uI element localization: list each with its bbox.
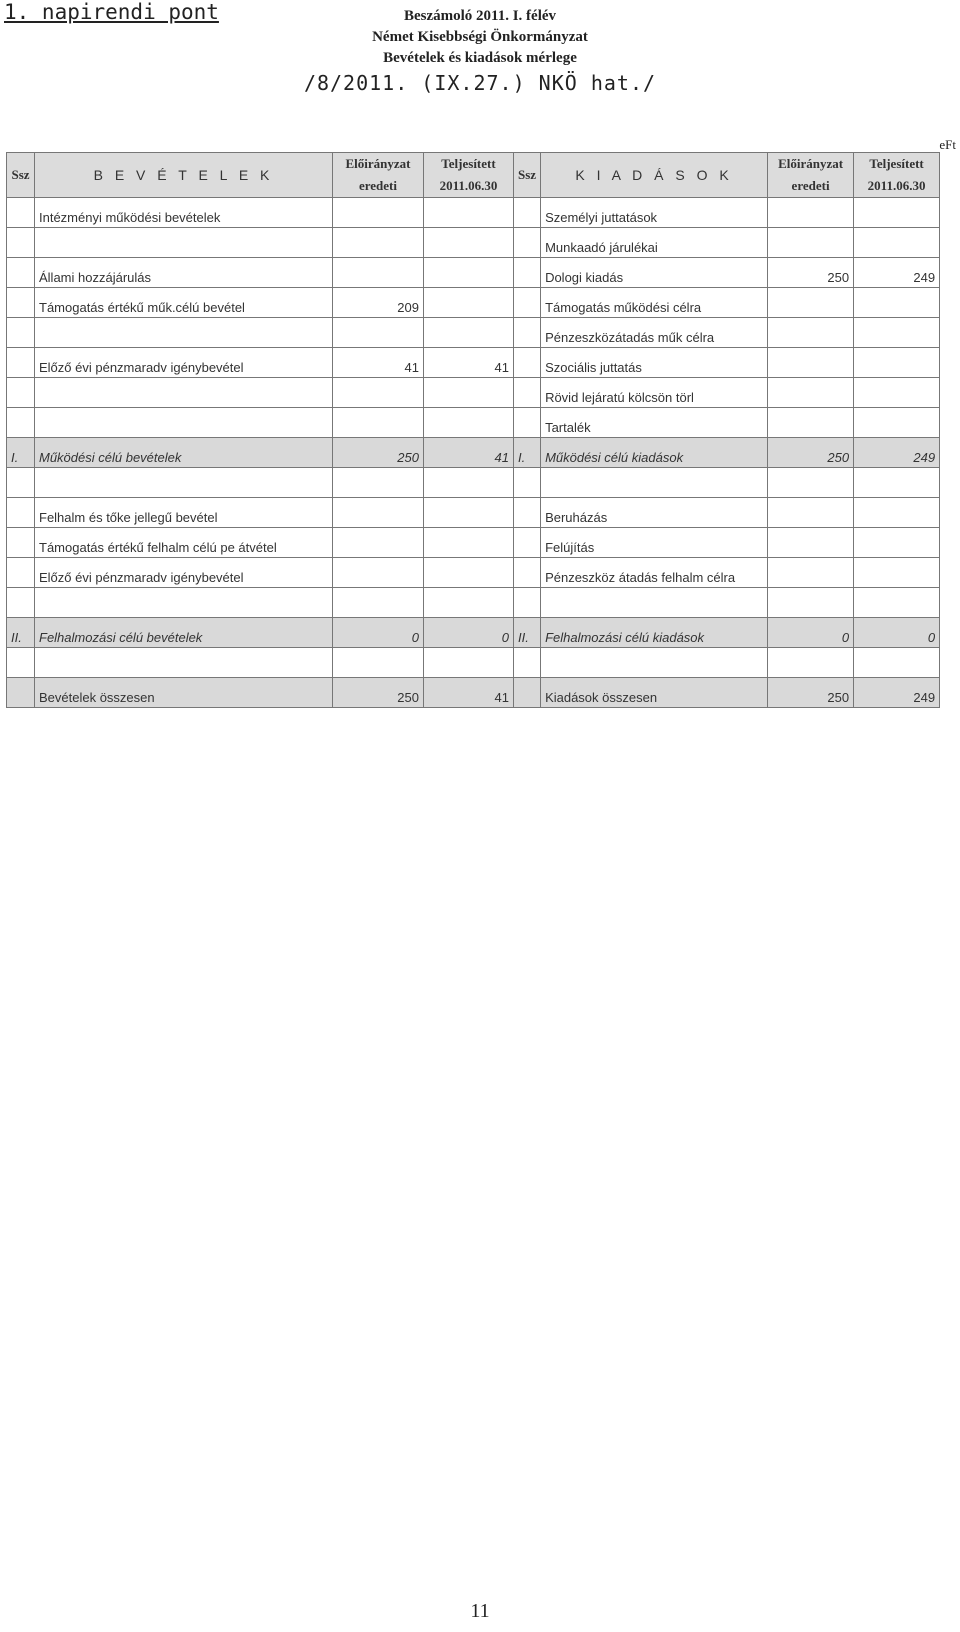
left-item-name: Felhalm és tőke jellegű bevétel — [35, 498, 333, 528]
expense-header: K I A D Á S O K — [541, 153, 768, 198]
left-plan-value — [333, 408, 424, 438]
right-ssz-cell — [514, 408, 541, 438]
right-item-name: Munkaadó járulékai — [541, 228, 768, 258]
right-plan-value: 250 — [768, 258, 854, 288]
right-ssz-cell: I. — [514, 438, 541, 468]
left-ssz-cell — [7, 198, 35, 228]
right-plan-value — [768, 528, 854, 558]
left-plan-value — [333, 648, 424, 678]
table-row — [7, 678, 940, 708]
right-actual-value — [854, 498, 940, 528]
left-actual-value — [424, 648, 514, 678]
right-ssz-cell — [514, 228, 541, 258]
left-item-name: Támogatás értékű műk.célú bevétel — [35, 288, 333, 318]
right-item-name: Szociális juttatás — [541, 348, 768, 378]
table-row — [7, 588, 940, 618]
actual-label: Teljesített — [441, 156, 496, 171]
right-plan-value: 250 — [768, 678, 854, 708]
left-actual-value — [424, 498, 514, 528]
table-row — [7, 558, 940, 588]
left-ssz-cell: II. — [7, 618, 35, 648]
plan-label: Előirányzat — [345, 156, 411, 171]
expense-plan-header — [768, 153, 854, 198]
left-actual-value — [424, 468, 514, 498]
right-plan-value — [768, 498, 854, 528]
left-ssz-cell — [7, 378, 35, 408]
left-ssz-cell: I. — [7, 438, 35, 468]
table-header-row — [7, 153, 940, 198]
revenue-plan-header — [333, 153, 424, 198]
actual-label: Teljesített — [869, 156, 924, 171]
left-actual-value — [424, 528, 514, 558]
left-item-name: Előző évi pénzmaradv igénybevétel — [35, 348, 333, 378]
right-plan-value — [768, 318, 854, 348]
left-actual-value — [424, 288, 514, 318]
left-plan-value — [333, 558, 424, 588]
organization-name: Német Kisebbségi Önkormányzat — [372, 29, 588, 45]
left-ssz-cell — [7, 588, 35, 618]
left-ssz-cell — [7, 408, 35, 438]
left-item-name — [35, 318, 333, 348]
left-actual-value — [424, 558, 514, 588]
right-item-name — [541, 468, 768, 498]
agenda-label: 1. napirendi pont — [4, 0, 219, 24]
left-plan-value — [333, 588, 424, 618]
left-plan-value — [333, 528, 424, 558]
right-actual-value — [854, 198, 940, 228]
right-ssz-cell — [514, 678, 541, 708]
right-plan-value — [768, 588, 854, 618]
left-plan-value: 0 — [333, 618, 424, 648]
table-row — [7, 528, 940, 558]
right-actual-value — [854, 348, 940, 378]
right-ssz-cell — [514, 318, 541, 348]
left-actual-value: 41 — [424, 348, 514, 378]
document-header — [300, 6, 660, 97]
right-ssz-cell — [514, 528, 541, 558]
right-item-name: Beruházás — [541, 498, 768, 528]
left-item-name — [35, 588, 333, 618]
table-row — [7, 198, 940, 228]
resolution-number: /8/2011. (IX.27.) NKÖ hat./ — [303, 71, 657, 95]
right-actual-value — [854, 228, 940, 258]
left-actual-value — [424, 198, 514, 228]
left-item-name — [35, 228, 333, 258]
left-item-name — [35, 378, 333, 408]
ssz-header: Ssz — [514, 153, 541, 198]
left-actual-value: 41 — [424, 438, 514, 468]
right-item-name — [541, 588, 768, 618]
right-ssz-cell — [514, 648, 541, 678]
left-actual-value — [424, 588, 514, 618]
left-plan-value: 41 — [333, 348, 424, 378]
left-ssz-cell — [7, 228, 35, 258]
left-ssz-cell — [7, 528, 35, 558]
left-item-name: Működési célú bevételek — [35, 438, 333, 468]
expense-actual-header — [854, 153, 940, 198]
revenue-actual-header — [424, 153, 514, 198]
plan-sub-label: eredeti — [358, 178, 398, 193]
left-item-name — [35, 468, 333, 498]
left-item-name: Bevételek összesen — [35, 678, 333, 708]
plan-sub-label: eredeti — [791, 178, 830, 193]
right-actual-value: 249 — [854, 438, 940, 468]
left-actual-value — [424, 378, 514, 408]
left-plan-value — [333, 318, 424, 348]
right-plan-value — [768, 378, 854, 408]
left-plan-value — [333, 198, 424, 228]
actual-sub-label: 2011.06.30 — [439, 178, 498, 193]
table-row — [7, 378, 940, 408]
right-plan-value — [768, 348, 854, 378]
left-plan-value — [333, 378, 424, 408]
right-item-name: Rövid lejáratú kölcsön törl — [541, 378, 768, 408]
left-ssz-cell — [7, 678, 35, 708]
left-ssz-cell — [7, 648, 35, 678]
left-actual-value: 0 — [424, 618, 514, 648]
plan-label: Előirányzat — [778, 156, 844, 171]
right-ssz-cell: II. — [514, 618, 541, 648]
left-plan-value — [333, 468, 424, 498]
left-ssz-cell — [7, 498, 35, 528]
left-item-name: Támogatás értékű felhalm célú pe átvétel — [35, 528, 333, 558]
left-actual-value — [424, 318, 514, 348]
right-actual-value — [854, 528, 940, 558]
right-plan-value — [768, 648, 854, 678]
right-actual-value: 249 — [854, 678, 940, 708]
right-plan-value — [768, 558, 854, 588]
right-actual-value — [854, 558, 940, 588]
right-actual-value — [854, 378, 940, 408]
left-actual-value — [424, 258, 514, 288]
table-row — [7, 288, 940, 318]
right-ssz-cell — [514, 468, 541, 498]
left-item-name — [35, 648, 333, 678]
left-plan-value: 250 — [333, 438, 424, 468]
right-plan-value: 0 — [768, 618, 854, 648]
right-ssz-cell — [514, 348, 541, 378]
table-row — [7, 318, 940, 348]
left-plan-value — [333, 498, 424, 528]
right-actual-value — [854, 588, 940, 618]
left-actual-value: 41 — [424, 678, 514, 708]
right-plan-value — [768, 228, 854, 258]
right-item-name: Személyi juttatások — [541, 198, 768, 228]
right-actual-value — [854, 468, 940, 498]
right-plan-value — [768, 468, 854, 498]
right-ssz-cell — [514, 588, 541, 618]
right-item-name: Dologi kiadás — [541, 258, 768, 288]
right-actual-value: 249 — [854, 258, 940, 288]
right-item-name: Felújítás — [541, 528, 768, 558]
right-item-name: Pénzeszköz átadás felhalm célra — [541, 558, 768, 588]
actual-sub-label: 2011.06.30 — [867, 178, 926, 193]
left-ssz-cell — [7, 468, 35, 498]
table-row — [7, 648, 940, 678]
right-plan-value — [768, 288, 854, 318]
right-plan-value — [768, 198, 854, 228]
left-item-name: Állami hozzájárulás — [35, 258, 333, 288]
left-item-name — [35, 408, 333, 438]
report-title: Beszámoló 2011. I. félév — [403, 8, 557, 24]
left-item-name: Intézményi működési bevételek — [35, 198, 333, 228]
ssz-header: Ssz — [7, 153, 35, 198]
left-ssz-cell — [7, 348, 35, 378]
right-item-name: Kiadások összesen — [541, 678, 768, 708]
right-ssz-cell — [514, 198, 541, 228]
table-row — [7, 618, 940, 648]
left-ssz-cell — [7, 318, 35, 348]
left-plan-value: 209 — [333, 288, 424, 318]
right-ssz-cell — [514, 258, 541, 288]
balance-title: Bevételek és kiadások mérlege — [383, 50, 577, 66]
table-row — [7, 438, 940, 468]
table-row — [7, 408, 940, 438]
right-ssz-cell — [514, 558, 541, 588]
table-row — [7, 228, 940, 258]
right-item-name: Tartalék — [541, 408, 768, 438]
table-row — [7, 348, 940, 378]
left-actual-value — [424, 408, 514, 438]
left-ssz-cell — [7, 288, 35, 318]
left-plan-value: 250 — [333, 678, 424, 708]
left-item-name: Felhalmozási célú bevételek — [35, 618, 333, 648]
right-ssz-cell — [514, 378, 541, 408]
right-plan-value: 250 — [768, 438, 854, 468]
right-ssz-cell — [514, 288, 541, 318]
right-item-name — [541, 648, 768, 678]
table-row — [7, 468, 940, 498]
page-number: 11 — [470, 1600, 490, 1622]
left-plan-value — [333, 258, 424, 288]
unit-label: eFt — [939, 137, 956, 152]
left-actual-value — [424, 228, 514, 258]
balance-table — [6, 152, 940, 708]
right-item-name: Támogatás működési célra — [541, 288, 768, 318]
left-item-name: Előző évi pénzmaradv igénybevétel — [35, 558, 333, 588]
table-row — [7, 258, 940, 288]
right-actual-value — [854, 288, 940, 318]
table-row — [7, 498, 940, 528]
right-actual-value: 0 — [854, 618, 940, 648]
left-ssz-cell — [7, 258, 35, 288]
right-item-name: Pénzeszközátadás műk célra — [541, 318, 768, 348]
right-item-name: Működési célú kiadások — [541, 438, 768, 468]
right-actual-value — [854, 408, 940, 438]
left-plan-value — [333, 228, 424, 258]
right-actual-value — [854, 648, 940, 678]
right-item-name: Felhalmozási célú kiadások — [541, 618, 768, 648]
right-plan-value — [768, 408, 854, 438]
revenue-header: B E V É T E L E K — [35, 153, 333, 198]
left-ssz-cell — [7, 558, 35, 588]
right-ssz-cell — [514, 498, 541, 528]
right-actual-value — [854, 318, 940, 348]
